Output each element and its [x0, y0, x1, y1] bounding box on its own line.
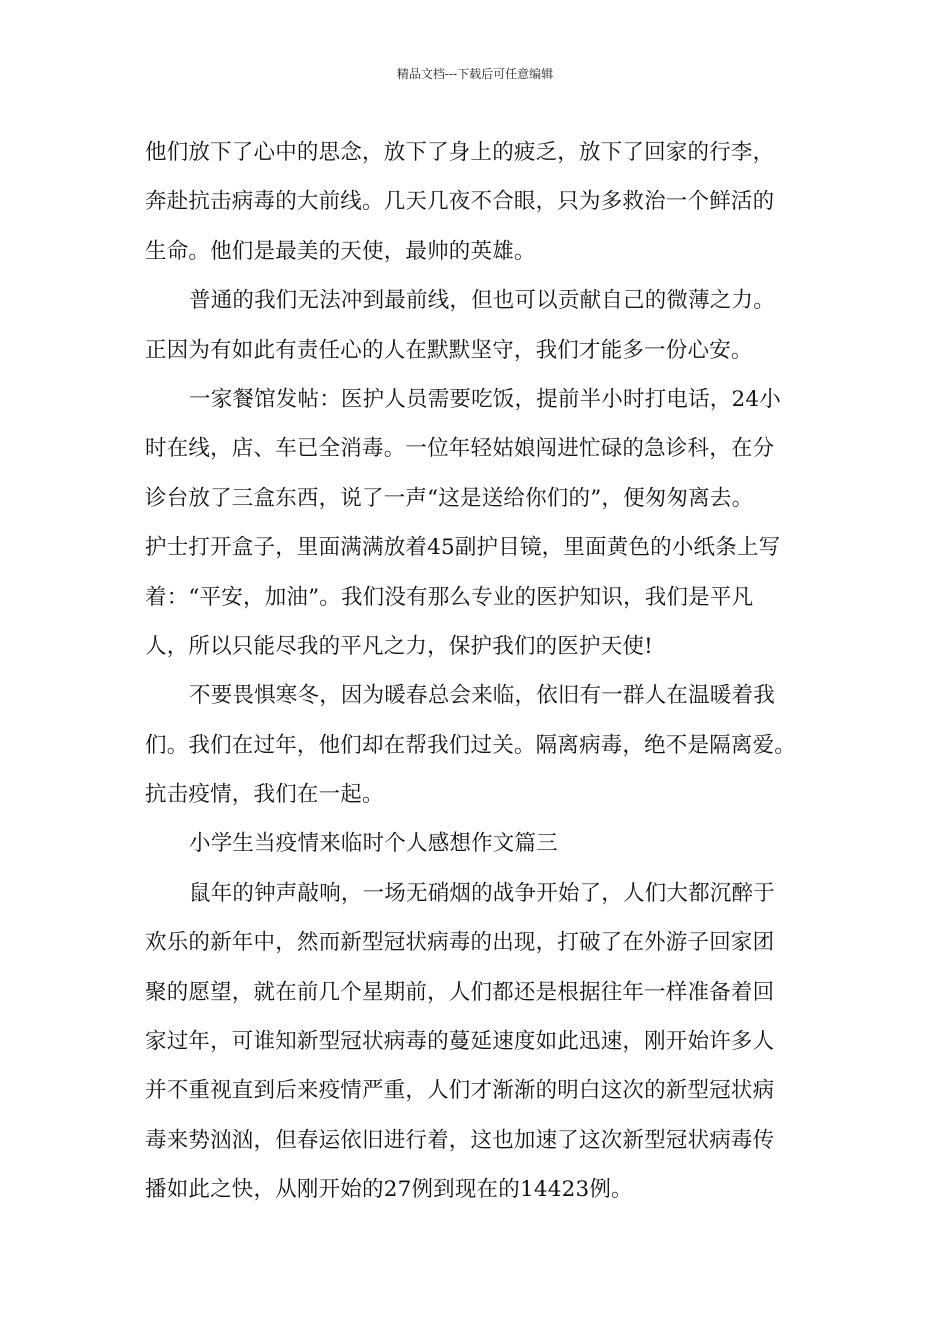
text-line-7: 时在线，店、车已全消毒。一位年轻姑娘闯进忙碌的急诊科，在分	[145, 436, 775, 462]
text-line-5: 正因为有如此有责任心的人在默默坚守，我们才能多一份心安。	[145, 337, 753, 363]
text-line-21: 毒来势汹汹，但春运依旧进行着，这也加速了这次新型冠状病毒传	[145, 1127, 775, 1153]
text-line-11: 人，所以只能尽我的平凡之力，保护我们的医护天使!	[145, 633, 653, 659]
text-line-22: 播如此之快，从刚开始的27例到现在的14423例。	[145, 1177, 633, 1203]
text-line-10: 着：“平安，加油”。我们没有那么专业的医护知识，我们是平凡	[145, 584, 754, 610]
text-line-19: 家过年，可谁知新型冠状病毒的蔓延速度如此迅速，刚开始许多人	[145, 1029, 775, 1055]
text-line-2: 奔赴抗击病毒的大前线。几天几夜不合眼，只为多救治一个鲜活的	[145, 189, 775, 215]
document-body	[145, 128, 825, 1215]
text-line-14: 抗击疫情，我们在一起。	[145, 782, 384, 808]
page-header: 精品文档---下载后可任意编辑	[396, 67, 554, 81]
text-line-18: 聚的愿望，就在前几个星期前，人们都还是根据往年一样准备着回	[145, 979, 775, 1005]
text-line-20: 并不重视直到后来疫情严重，人们才渐渐的明白这次的新型冠状病	[145, 1078, 775, 1104]
text-line-3: 生命。他们是最美的天使，最帅的英雄。	[145, 238, 536, 264]
text-line-12: 不要畏惧寒冬，因为暖春总会来临，依旧有一群人在温暖着我	[189, 683, 775, 709]
text-line-9: 护士打开盒子，里面满满放着45副护目镜，里面黄色的小纸条上写	[145, 535, 781, 561]
text-line-6: 一家餐馆发帖：医护人员需要吃饭，提前半小时打电话，24小	[189, 386, 781, 412]
section-heading: 小学生当疫情来临时个人感想作文篇三	[189, 831, 558, 857]
text-line-16: 鼠年的钟声敲响，一场无硝烟的战争开始了，人们大都沉醉于	[189, 880, 775, 906]
text-line-1: 他们放下了心中的思念，放下了身上的疲乏，放下了回家的行李，	[145, 140, 775, 165]
text-line-13: 们。我们在过年，他们却在帮我们过关。隔离病毒，绝不是隔离爱。	[145, 732, 797, 758]
text-line-8: 诊台放了三盒东西，说了一声“这是送给你们的”，便匆匆离去。	[145, 485, 754, 511]
text-line-4: 普通的我们无法冲到最前线，但也可以贡献自己的微薄之力。	[189, 288, 775, 314]
text-line-17: 欢乐的新年中，然而新型冠状病毒的出现，打破了在外游子回家团	[145, 930, 775, 956]
